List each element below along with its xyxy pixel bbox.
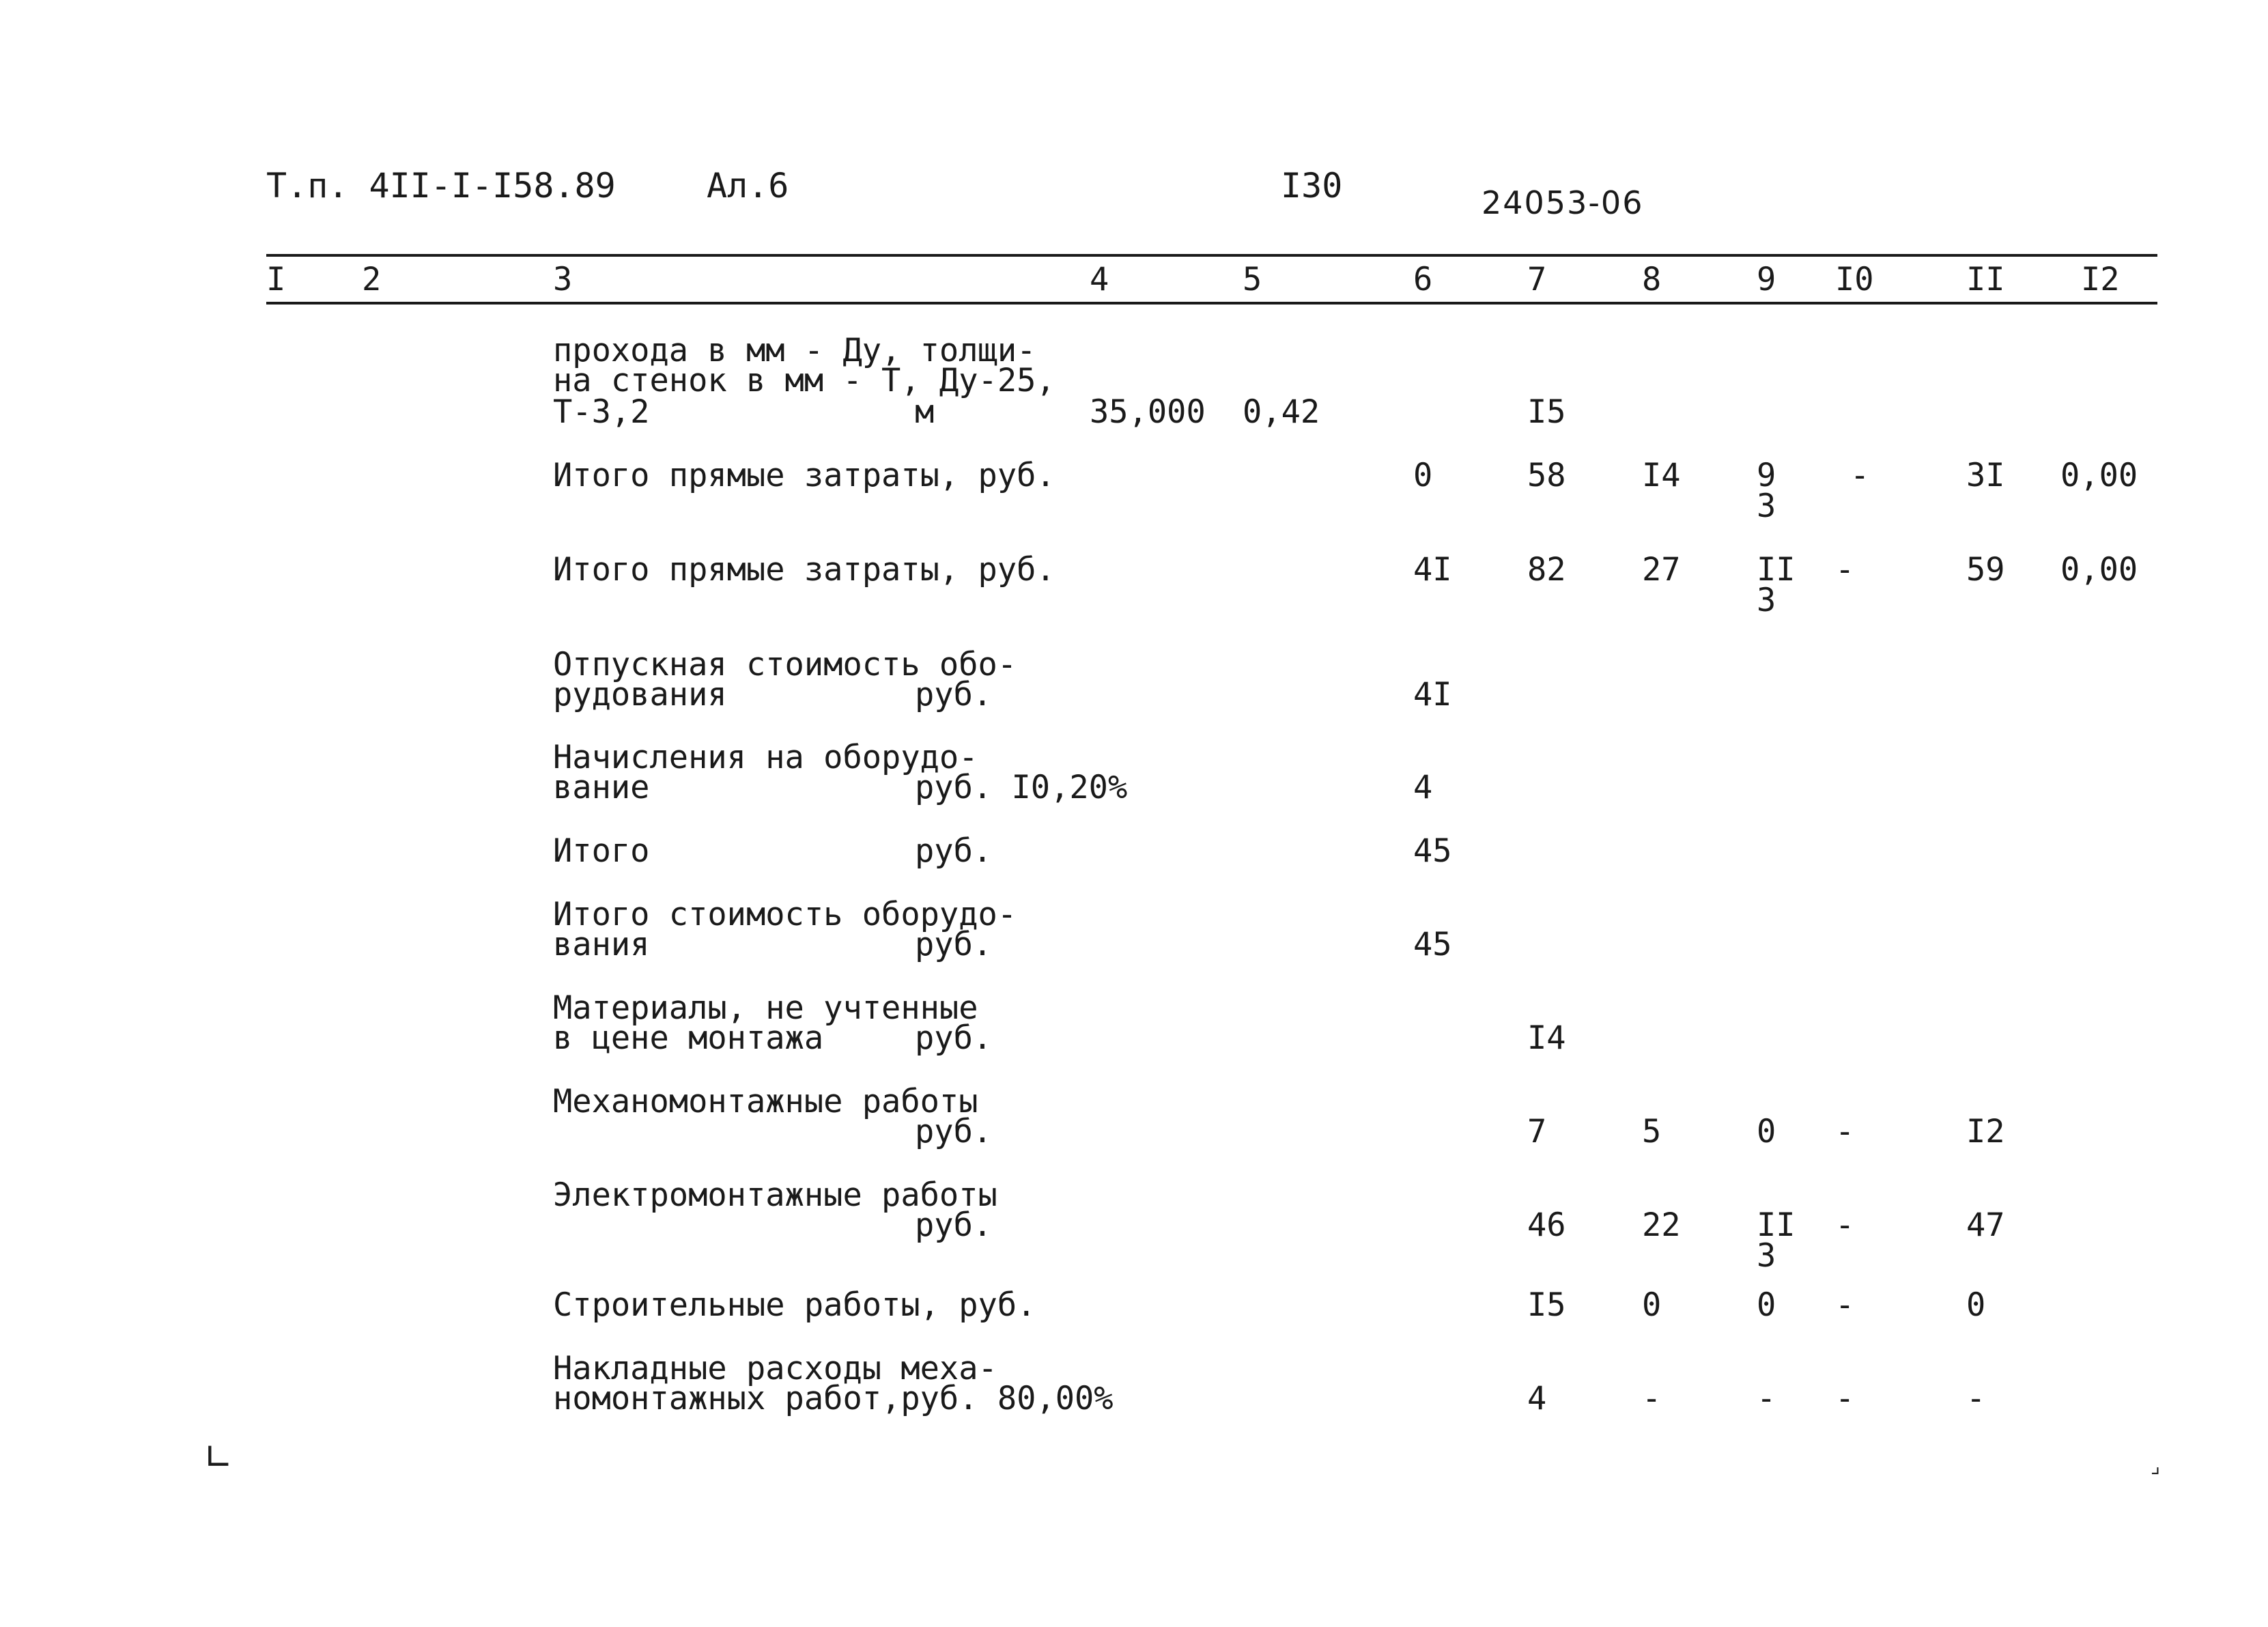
elec-works-col10: - — [1835, 1206, 1855, 1244]
direct-costs-col12: 0,00 — [2060, 457, 2138, 494]
materials-col7: I4 — [1527, 1019, 1566, 1057]
elec-works-col9: II — [1757, 1206, 1796, 1244]
mech-works-unit: руб. — [915, 1113, 993, 1150]
total-unit: руб. — [915, 832, 993, 870]
overhead-col7: 4 — [1527, 1380, 1547, 1417]
column-number-4: 4 — [1090, 261, 1109, 298]
direct-costs-total-col12: 0,00 — [2060, 551, 2138, 589]
overhead-col11: - — [1966, 1380, 1986, 1417]
direct-costs-total-col9-sub: 3 — [1757, 582, 1776, 619]
direct-costs-total-col10: - — [1835, 551, 1855, 589]
equipment-charges-col6: 4 — [1413, 769, 1433, 806]
table-top-rule — [266, 254, 2157, 257]
direct-costs-total-col11: 59 — [1966, 551, 2005, 589]
mech-works-col9: 0 — [1757, 1113, 1776, 1150]
elec-works-line-1: Электромонтажные работы — [553, 1176, 997, 1214]
item-col7: I5 — [1527, 393, 1566, 431]
album-number: Ал.6 — [707, 166, 789, 206]
materials-line-2: в цене монтажа — [553, 1019, 824, 1057]
construction-col8: 0 — [1642, 1286, 1662, 1324]
mech-works-line-1: Механомонтажные работы — [553, 1083, 978, 1120]
equipment-price-unit: руб. — [915, 676, 993, 713]
total-col6: 45 — [1413, 832, 1452, 870]
equipment-charges-line-1: Начисления на оборудо- — [553, 739, 978, 776]
direct-costs-total-label: Итого прямые затраты, руб. — [553, 551, 1055, 589]
direct-costs-col11: 3I — [1966, 457, 2005, 494]
column-number-3: 3 — [553, 261, 573, 298]
column-number-6: 6 — [1413, 261, 1433, 298]
direct-costs-total-col7: 82 — [1527, 551, 1566, 589]
column-number-8: 8 — [1642, 261, 1662, 298]
materials-unit: руб. — [915, 1019, 993, 1057]
item-unit: м — [915, 393, 935, 431]
corner-mark-right: ⌟ — [2151, 1454, 2161, 1478]
mech-works-col8: 5 — [1642, 1113, 1662, 1150]
equipment-price-line-1: Отпускная стоимость обо- — [553, 646, 1017, 683]
construction-col9: 0 — [1757, 1286, 1776, 1324]
table-header-rule — [266, 302, 2157, 305]
column-number-12: I2 — [2081, 261, 2120, 298]
equipment-charges-line-2: вание — [553, 769, 650, 806]
mech-works-col11: I2 — [1966, 1113, 2005, 1150]
item-description-line-3: Т-3,2 — [553, 393, 650, 431]
overhead-line-2: номонтажных работ,руб. 80,00% — [553, 1380, 1114, 1417]
construction-col11: 0 — [1966, 1286, 1986, 1324]
column-number-9: 9 — [1757, 261, 1776, 298]
direct-costs-total-col9: II — [1757, 551, 1796, 589]
construction-label: Строительные работы, руб. — [553, 1286, 1036, 1324]
page-number: I30 — [1281, 166, 1343, 206]
overhead-col8: - — [1642, 1380, 1662, 1417]
total-label: Итого — [553, 832, 650, 870]
item-description-line-2: на стенок в мм - Т, Ду-25, — [553, 362, 1055, 399]
direct-costs-label: Итого прямые затраты, руб. — [553, 457, 1055, 494]
column-number-7: 7 — [1527, 261, 1547, 298]
handwritten-stamp: 24053-06 — [1482, 184, 1644, 221]
column-number-1: I — [266, 261, 286, 298]
direct-costs-col7: 58 — [1527, 457, 1566, 494]
mech-works-col10: - — [1835, 1113, 1855, 1150]
equipment-total-col6: 45 — [1413, 926, 1452, 963]
column-number-2: 2 — [362, 261, 382, 298]
elec-works-col9-sub: 3 — [1757, 1237, 1776, 1275]
corner-mark-left: ∟ — [203, 1437, 233, 1478]
direct-costs-col10: - — [1850, 457, 1870, 494]
direct-costs-col9: 9 — [1757, 457, 1776, 494]
document-code: Т.п. 4II-I-I58.89 — [266, 166, 616, 206]
equipment-price-line-2: рудования — [553, 676, 727, 713]
materials-line-1: Материалы, не учтенные — [553, 989, 978, 1027]
elec-works-col11: 47 — [1966, 1206, 2005, 1244]
construction-col10: - — [1835, 1286, 1855, 1324]
elec-works-col8: 22 — [1642, 1206, 1681, 1244]
direct-costs-col6: 0 — [1413, 457, 1433, 494]
overhead-col9: - — [1757, 1380, 1776, 1417]
elec-works-unit: руб. — [915, 1206, 993, 1244]
construction-col7: I5 — [1527, 1286, 1566, 1324]
column-number-10: I0 — [1835, 261, 1874, 298]
direct-costs-total-col8: 27 — [1642, 551, 1681, 589]
overhead-col10: - — [1835, 1380, 1855, 1417]
equipment-total-line-1: Итого стоимость оборудо- — [553, 896, 1017, 933]
direct-costs-col9-sub: 3 — [1757, 487, 1776, 525]
direct-costs-col8: I4 — [1642, 457, 1681, 494]
mech-works-col7: 7 — [1527, 1113, 1547, 1150]
elec-works-col7: 46 — [1527, 1206, 1566, 1244]
column-number-5: 5 — [1243, 261, 1262, 298]
equipment-price-col6: 4I — [1413, 676, 1452, 713]
column-number-11: II — [1966, 261, 2005, 298]
equipment-charges-unit: руб. I0,20% — [915, 769, 1128, 806]
item-description-line-1: прохода в мм - Ду, толщи- — [553, 332, 1036, 369]
item-quantity: 35,000 — [1090, 393, 1206, 431]
equipment-total-line-2: вания — [553, 926, 650, 963]
item-price: 0,42 — [1243, 393, 1320, 431]
overhead-line-1: Накладные расходы меха- — [553, 1350, 997, 1387]
equipment-total-unit: руб. — [915, 926, 993, 963]
direct-costs-total-col6: 4I — [1413, 551, 1452, 589]
